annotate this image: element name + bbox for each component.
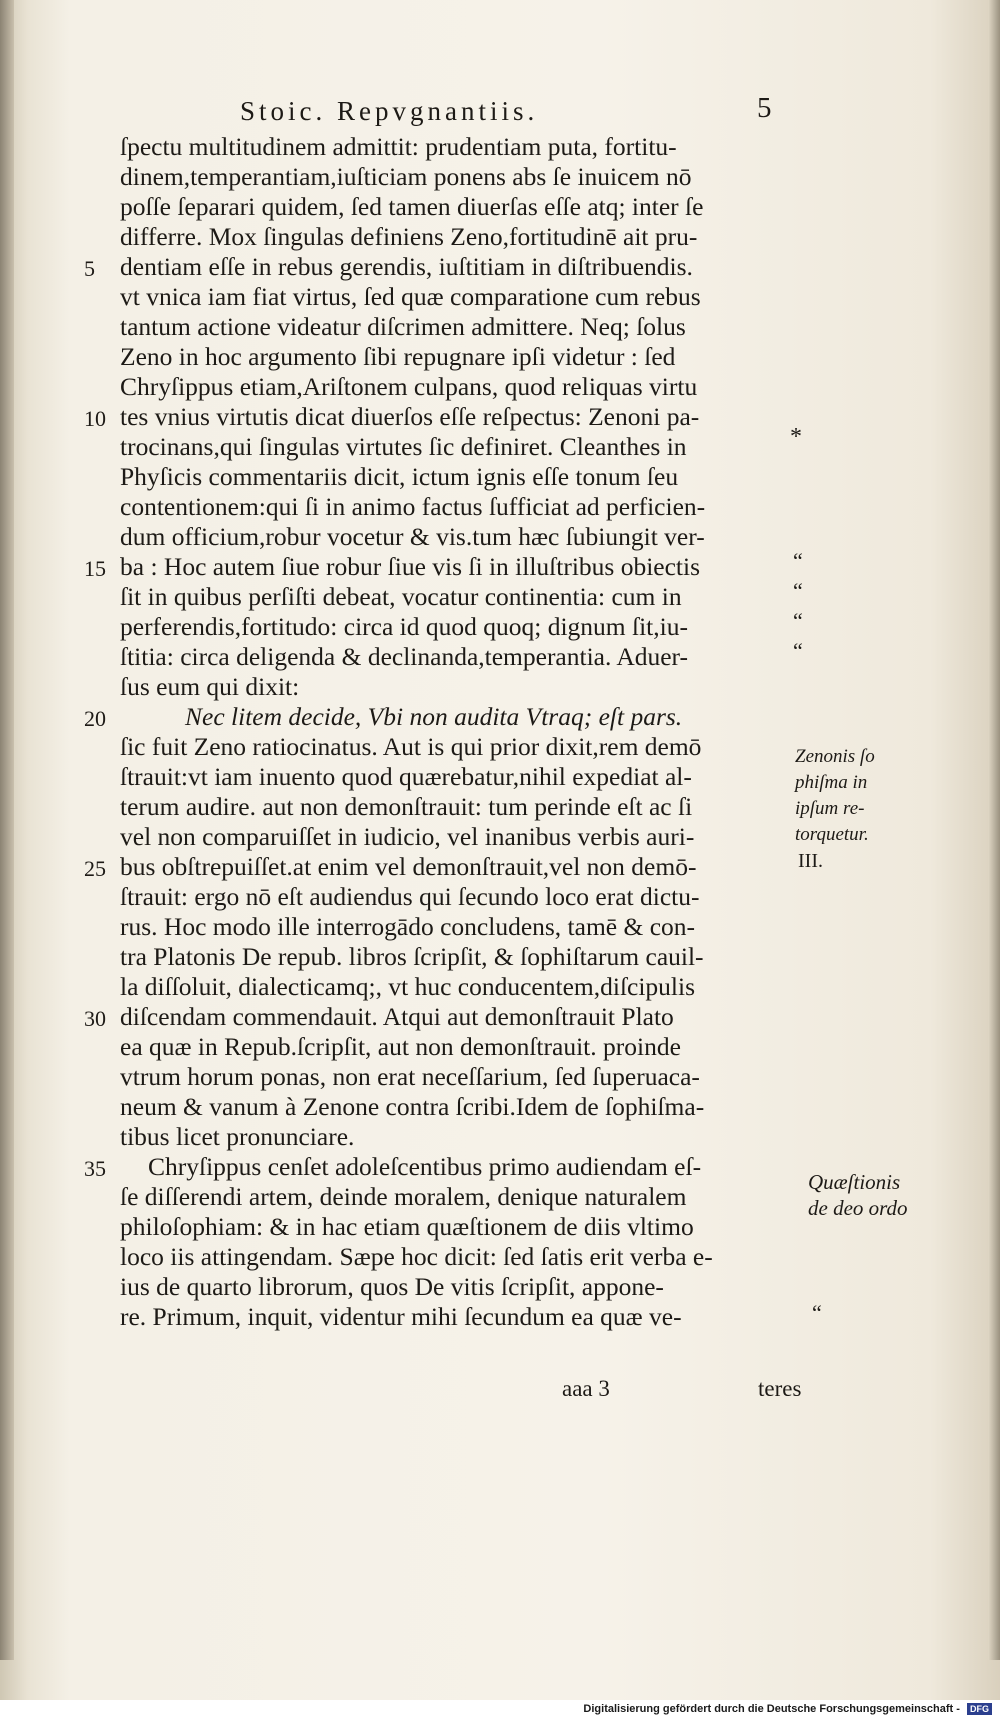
- dfg-logo: DFG: [967, 1703, 992, 1715]
- text-line: ſe diſſerendi artem, deinde moralem, denique naturalem: [120, 1182, 687, 1211]
- text-line: ba : Hoc autem ſiue robur ſiue vis ſi in illuſtribus obiectis: [120, 552, 701, 581]
- marginal-note: phiſma in: [795, 772, 868, 793]
- marginal-note: Zenonis ſo: [795, 746, 875, 767]
- text-line: ſtrauit: ergo nō eſt audiendus qui ſecundo loco erat dictu-: [120, 882, 700, 911]
- text-line: ſus eum qui dixit:: [120, 672, 300, 701]
- text-line: perferendis,fortitudo: circa id quod quoq; dignum ſit,iu-: [120, 612, 688, 641]
- running-header: Stoic. Repvgnantiis.: [240, 96, 539, 126]
- marginal-note: ipſum re-: [795, 798, 865, 819]
- text-line: bus obſtrepuiſſet.at enim vel demonſtrauit,vel non demō-: [120, 852, 697, 881]
- line-number: 25: [84, 856, 106, 881]
- text-line: ea quæ in Repub.ſcripſit, aut non demonſtrauit. proinde: [120, 1032, 681, 1061]
- quote-mark: “: [812, 1300, 822, 1325]
- text-line: philoſophiam: & in hac etiam quæſtionem de diis vltimo: [120, 1212, 694, 1241]
- text-line: dum officium,robur vocetur & vis.tum hæc ſubiungit ver-: [120, 522, 705, 551]
- verse-line: Nec litem decide, Vbi non audita Vtraq; eſt pars.: [185, 702, 683, 731]
- text-line: ſtrauit:vt iam inuento quod quærebatur,nihil expediat al-: [120, 762, 692, 791]
- footer-credit: [583, 1703, 992, 1715]
- text-line: Chryſippus etiam,Ariſtonem culpans, quod reliquas virtu: [120, 372, 698, 401]
- marginal-note: torquetur.: [795, 824, 869, 845]
- footer-text: Digitalisierung gefördert durch die Deutsche Forschungsgemeinschaft -: [583, 1703, 960, 1715]
- text-line: dentiam eſſe in rebus gerendis, iuſtitiam in diſtribuendis.: [120, 252, 693, 281]
- text-line: tibus licet pronunciare.: [120, 1122, 355, 1151]
- text-line: ſic fuit Zeno ratiocinatus. Aut is qui prior dixit,rem demō: [120, 732, 702, 761]
- folio-number: 5: [757, 92, 772, 124]
- text-line: vtrum horum ponas, non erat neceſſarium, ſed ſuperuaca-: [120, 1062, 700, 1091]
- text-line: trocinans,qui ſingulas virtutes ſic definiret. Cleanthes in: [120, 432, 687, 461]
- signature-mark: aaa 3: [562, 1376, 610, 1401]
- binding-edge: [0, 0, 14, 1660]
- marginal-note: Quæſtionis: [808, 1170, 901, 1194]
- line-number: 10: [84, 406, 106, 431]
- text-line: tes vnius virtutis dicat diuerſos eſſe reſpectus: Zenoni pa-: [120, 402, 700, 431]
- text-line: tantum actione videatur diſcrimen admittere. Neq; ſolus: [120, 312, 686, 341]
- line-number: 20: [84, 706, 106, 731]
- page-edge: [988, 0, 1000, 1660]
- text-line: Chryſippus cenſet adoleſcentibus primo audiendam eſ-: [148, 1152, 702, 1181]
- text-line: re. Primum, inquit, videntur mihi ſecundum ea quæ ve-: [120, 1302, 682, 1331]
- text-line: poſſe ſeparari quidem, ſed tamen diuerſas eſſe atq; inter ſe: [120, 192, 704, 221]
- line-number: 5: [84, 256, 95, 281]
- text-line: tra Platonis De repub. libros ſcripſit, & ſophiſtarum cauil-: [120, 942, 704, 971]
- text-line: neum & vanum à Zenone contra ſcribi.Idem de ſophiſma-: [120, 1092, 705, 1121]
- text-line: loco iis attingendam. Sæpe hoc dicit: ſed ſatis erit verba e-: [120, 1242, 713, 1271]
- quote-mark: “: [793, 548, 803, 573]
- quote-mark: “: [793, 608, 803, 633]
- quote-mark: “: [793, 638, 803, 663]
- marginal-note: III.: [798, 850, 823, 872]
- quote-mark: “: [793, 578, 803, 603]
- text-line: rus. Hoc modo ille interrogādo concludens, tamē & con-: [120, 912, 696, 941]
- line-number: 35: [84, 1156, 106, 1181]
- line-number: 15: [84, 556, 106, 581]
- asterisk-mark: *: [790, 424, 802, 450]
- text-line: Phyſicis commentariis dicit, ictum ignis eſſe tonum ſeu: [120, 462, 679, 491]
- marginal-note: de deo ordo: [808, 1196, 908, 1220]
- text-line: dinem,temperantiam,iuſticiam ponens abs ſe inuicem nō: [120, 162, 692, 191]
- text-line: la diſſoluit, dialecticamq;, vt huc conducentem,diſcipulis: [120, 972, 696, 1001]
- text-line: ſpectu multitudinem admittit: prudentiam puta, fortitu-: [120, 132, 677, 161]
- text-line: vel non comparuiſſet in iudicio, vel inanibus verbis auri-: [120, 822, 695, 851]
- text-line: diſcendam commendauit. Atqui aut demonſtrauit Plato: [120, 1002, 674, 1031]
- text-line: terum audire. aut non demonſtrauit: tum perinde eſt ac ſi: [120, 792, 693, 821]
- text-line: vt vnica iam fiat virtus, ſed quæ comparatione cum rebus: [120, 282, 701, 311]
- line-number: 30: [84, 1006, 106, 1031]
- text-line: ſtitia: circa deligenda & declinanda,temperantia. Aduer-: [120, 642, 689, 671]
- text-line: contentionem:qui ſi in animo factus ſufficiat ad perficien-: [120, 492, 706, 521]
- text-line: Zeno in hoc argumento ſibi repugnare ipſi videtur : ſed: [120, 342, 676, 371]
- text-line: ius de quarto librorum, quos De vitis ſcripſit, appone-: [120, 1272, 664, 1301]
- catchword: teres: [758, 1376, 802, 1401]
- text-line: ſit in quibus perſiſti debeat, vocatur continentia: cum in: [120, 582, 682, 611]
- text-line: differre. Mox ſingulas definiens Zeno,fortitudinē ait pru-: [120, 222, 698, 251]
